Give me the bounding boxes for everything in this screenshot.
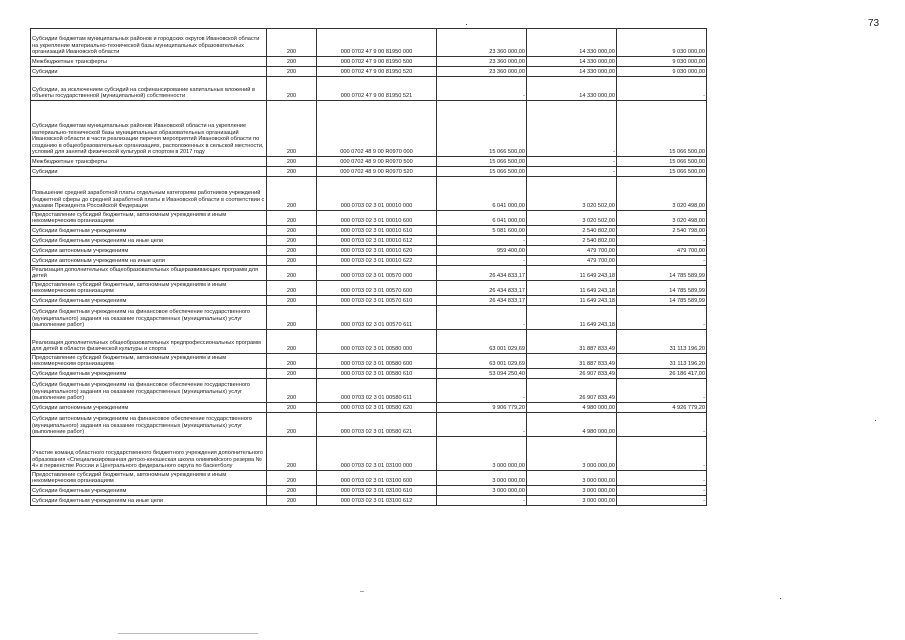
row-budget-code: 000 0703 02 3 01 03100 610	[317, 486, 437, 496]
row-amount-approved: 26 434 833,17	[437, 266, 527, 281]
row-budget-code: 000 0702 48 9 00 R0970 500	[317, 157, 437, 167]
row-amount-executed: 3 000 000,00	[527, 486, 617, 496]
row-name: Субсидии автономным учреждениям на иные цели	[31, 256, 267, 266]
row-budget-code: 000 0703 02 3 01 03100 000	[317, 437, 437, 471]
row-amount-executed: -	[527, 157, 617, 167]
row-amount-executed: 11 649 243,18	[527, 281, 617, 296]
table-row	[31, 379, 707, 403]
row-amount-executed: 11 649 243,18	[527, 306, 617, 330]
row-grbs-code: 200	[267, 486, 317, 496]
row-grbs-code: 200	[267, 177, 317, 211]
row-amount-remaining: 3 020 498,00	[617, 177, 707, 211]
row-grbs-code: 200	[267, 266, 317, 281]
row-grbs-code: 200	[267, 101, 317, 157]
row-grbs-code: 200	[267, 379, 317, 403]
row-grbs-code: 200	[267, 246, 317, 256]
row-amount-executed: 4 980 000,00	[527, 413, 617, 437]
row-budget-code: 000 0702 48 9 00 R0970 520	[317, 167, 437, 177]
row-amount-executed: 14 330 000,00	[527, 77, 617, 101]
row-amount-remaining: 9 030 000,00	[617, 67, 707, 77]
table-row	[31, 369, 707, 379]
page-number: 73	[868, 18, 880, 29]
table-row	[31, 211, 707, 226]
row-grbs-code: 200	[267, 67, 317, 77]
row-amount-remaining: -	[617, 437, 707, 471]
row-amount-executed: 2 540 802,00	[527, 236, 617, 246]
table-row	[31, 281, 707, 296]
row-amount-approved: -	[437, 236, 527, 246]
row-name: Реализация дополнительных общеобразовательных предпрофессиональных программ для детей в области физической культуры и спорта	[31, 330, 267, 354]
row-amount-approved: 6 041 000,00	[437, 211, 527, 226]
row-amount-remaining: -	[617, 77, 707, 101]
row-amount-remaining: 31 113 196,20	[617, 354, 707, 369]
row-name: Субсидии бюджетным учреждениям	[31, 486, 267, 496]
row-name: Субсидии бюджетным учреждениям на иные цели	[31, 236, 267, 246]
row-amount-approved: 63 001 029,69	[437, 330, 527, 354]
row-grbs-code: 200	[267, 236, 317, 246]
row-grbs-code: 200	[267, 403, 317, 413]
row-budget-code: 000 0702 48 9 00 R0970 000	[317, 101, 437, 157]
row-grbs-code: 200	[267, 256, 317, 266]
row-amount-approved: 5 081 600,00	[437, 226, 527, 236]
row-grbs-code: 200	[267, 330, 317, 354]
row-amount-remaining: 15 066 500,00	[617, 101, 707, 157]
row-amount-executed: 479 700,00	[527, 246, 617, 256]
table-body	[31, 29, 707, 506]
row-amount-executed: 11 649 243,18	[527, 266, 617, 281]
row-name: Межбюджетные трансферты	[31, 157, 267, 167]
row-budget-code: 000 0703 02 3 01 00570 611	[317, 306, 437, 330]
row-grbs-code: 200	[267, 306, 317, 330]
row-amount-remaining: 9 030 000,00	[617, 57, 707, 67]
row-budget-code: 000 0703 02 3 01 00580 610	[317, 369, 437, 379]
row-amount-remaining: 9 030 000,00	[617, 29, 707, 57]
row-budget-code: 000 0703 02 3 01 00570 610	[317, 296, 437, 306]
row-amount-remaining: -	[617, 413, 707, 437]
row-name: Субсидии автономным учреждениям на финансовое обеспечение государственного (муниципального) задания на оказание государственных (муниципальных) услуг (выполнение работ)	[31, 413, 267, 437]
row-grbs-code: 200	[267, 167, 317, 177]
table-row	[31, 57, 707, 67]
scan-speck	[466, 24, 467, 25]
row-name: Субсидии бюджетам муниципальных районов Ивановской области на укрепление материально-технической базы муниципальных образовательных организаций Ивановской области в части реализации перечня мероприятий Ивановской области по созданию в общеобразовательных организациях, расположенных в сельской местности, условий для занятий физической культурой и спортом в 2017 году	[31, 101, 267, 157]
row-amount-remaining: 2 540 798,00	[617, 226, 707, 236]
row-budget-code: 000 0702 47 9 00 81950 520	[317, 67, 437, 77]
row-amount-approved: 3 000 000,00	[437, 471, 527, 486]
row-budget-code: 000 0703 02 3 01 00010 622	[317, 256, 437, 266]
table-row	[31, 354, 707, 369]
row-amount-approved: 23 360 000,00	[437, 29, 527, 57]
row-name: Предоставление субсидий бюджетным, автономным учреждениям и иным некоммерческим организациям	[31, 354, 267, 369]
row-amount-approved: -	[437, 496, 527, 506]
row-amount-approved: 9 906 779,20	[437, 403, 527, 413]
row-budget-code: 000 0702 47 9 00 81950 500	[317, 57, 437, 67]
table-row	[31, 77, 707, 101]
row-amount-approved: 53 094 250,40	[437, 369, 527, 379]
row-name: Предоставление субсидий бюджетным, автономным учреждениям и иным некоммерческим организациям	[31, 281, 267, 296]
row-amount-remaining: 15 066 500,00	[617, 157, 707, 167]
row-name: Субсидии бюджетным учреждениям	[31, 296, 267, 306]
table-row	[31, 246, 707, 256]
row-amount-approved: -	[437, 379, 527, 403]
row-amount-approved: -	[437, 256, 527, 266]
row-amount-executed: 26 907 833,49	[527, 369, 617, 379]
row-budget-code: 000 0703 02 3 01 00010 000	[317, 177, 437, 211]
row-amount-remaining: -	[617, 236, 707, 246]
row-amount-executed: 3 020 502,00	[527, 177, 617, 211]
row-amount-approved: 15 066 500,00	[437, 101, 527, 157]
row-amount-executed: 4 980 000,00	[527, 403, 617, 413]
bottom-rule	[118, 633, 258, 634]
row-name: Участие команд областного государственного бюджетного учреждения дополнительного образования «Специализированная детско-юношеская школа олимпийского резерва № 4» в первенстве России и Центрального федерального округа по баскетболу	[31, 437, 267, 471]
row-amount-executed: 2 540 802,00	[527, 226, 617, 236]
table-row	[31, 496, 707, 506]
row-budget-code: 000 0703 02 3 01 00580 620	[317, 403, 437, 413]
row-name: Реализация дополнительных общеобразовательных общеразвивающих программ для детей	[31, 266, 267, 281]
row-amount-approved: -	[437, 413, 527, 437]
row-grbs-code: 200	[267, 281, 317, 296]
row-amount-executed: 26 907 833,49	[527, 379, 617, 403]
row-amount-approved: 15 066 500,00	[437, 157, 527, 167]
table-row	[31, 177, 707, 211]
row-name: Субсидии бюджетным учреждениям	[31, 369, 267, 379]
table-row	[31, 29, 707, 57]
row-name: Повышение средней заработной платы отдельным категориям работников учреждений бюджетной сферы до средней заработной платы в Ивановской области в соответствии с указами Президента Российской Федерации	[31, 177, 267, 211]
scan-speck	[875, 420, 876, 421]
row-budget-code: 000 0703 02 3 01 00010 610	[317, 226, 437, 236]
row-grbs-code: 200	[267, 471, 317, 486]
row-amount-remaining: 14 785 589,99	[617, 266, 707, 281]
table-row	[31, 236, 707, 246]
row-grbs-code: 200	[267, 211, 317, 226]
row-budget-code: 000 0703 02 3 01 00580 611	[317, 379, 437, 403]
row-amount-remaining: -	[617, 379, 707, 403]
row-amount-approved: 15 066 500,00	[437, 167, 527, 177]
row-amount-remaining: 14 785 589,99	[617, 281, 707, 296]
row-name: Субсидии бюджетным учреждениям	[31, 226, 267, 236]
table-row	[31, 226, 707, 236]
row-amount-approved: 6 041 000,00	[437, 177, 527, 211]
row-amount-remaining: -	[617, 256, 707, 266]
budget-table	[30, 28, 707, 506]
row-grbs-code: 200	[267, 296, 317, 306]
row-name: Субсидии, за исключением субсидий на софинансирование капитальных вложений в объекты государственной (муниципальной) собственности	[31, 77, 267, 101]
row-grbs-code: 200	[267, 354, 317, 369]
bottom-mark: –	[360, 588, 364, 595]
row-budget-code: 000 0703 02 3 01 03100 612	[317, 496, 437, 506]
row-amount-executed: 3 000 000,00	[527, 471, 617, 486]
row-amount-executed: -	[527, 101, 617, 157]
row-amount-approved: 26 434 833,17	[437, 296, 527, 306]
row-budget-code: 000 0703 02 3 01 00010 600	[317, 211, 437, 226]
row-amount-approved: 26 434 833,17	[437, 281, 527, 296]
row-amount-remaining: -	[617, 496, 707, 506]
row-amount-executed: 479 700,00	[527, 256, 617, 266]
row-grbs-code: 200	[267, 437, 317, 471]
row-amount-remaining: -	[617, 486, 707, 496]
row-budget-code: 000 0703 02 3 01 00010 612	[317, 236, 437, 246]
row-name: Субсидии бюджетным учреждениям на финансовое обеспечение государственного (муниципального) задания на оказание государственных (муниципальных) услуг (выполнение работ)	[31, 306, 267, 330]
table-row	[31, 101, 707, 157]
row-budget-code: 000 0703 02 3 01 00570 000	[317, 266, 437, 281]
row-budget-code: 000 0702 47 9 00 81950 000	[317, 29, 437, 57]
row-budget-code: 000 0702 47 9 00 81950 521	[317, 77, 437, 101]
row-amount-executed: 3 000 000,00	[527, 496, 617, 506]
row-grbs-code: 200	[267, 413, 317, 437]
table-row	[31, 437, 707, 471]
table-row	[31, 256, 707, 266]
row-amount-approved: 23 360 000,00	[437, 67, 527, 77]
row-budget-code: 000 0703 02 3 01 00580 000	[317, 330, 437, 354]
row-amount-remaining: 3 020 498,00	[617, 211, 707, 226]
row-budget-code: 000 0703 02 3 01 03100 600	[317, 471, 437, 486]
row-name: Субсидии бюджетам муниципальных районов и городских округов Ивановской области на укрепление материально-технической базы муниципальных образовательных организаций Ивановской области	[31, 29, 267, 57]
row-amount-executed: 11 649 243,18	[527, 296, 617, 306]
row-budget-code: 000 0703 02 3 01 00580 621	[317, 413, 437, 437]
row-name: Предоставление субсидий бюджетным, автономным учреждениям и иным некоммерческим организациям	[31, 211, 267, 226]
row-grbs-code: 200	[267, 226, 317, 236]
row-budget-code: 000 0703 02 3 01 00010 620	[317, 246, 437, 256]
row-amount-remaining: 14 785 589,99	[617, 296, 707, 306]
row-amount-remaining: 4 926 779,20	[617, 403, 707, 413]
table-row	[31, 67, 707, 77]
table-row	[31, 413, 707, 437]
row-amount-remaining: 26 186 417,00	[617, 369, 707, 379]
row-amount-remaining: -	[617, 306, 707, 330]
row-amount-executed: 31 887 833,49	[527, 330, 617, 354]
row-name: Предоставление субсидий бюджетным, автономным учреждениям и иным некоммерческим организациям	[31, 471, 267, 486]
table-row	[31, 296, 707, 306]
row-name: Субсидии бюджетным учреждениям на иные цели	[31, 496, 267, 506]
table-row	[31, 330, 707, 354]
row-grbs-code: 200	[267, 369, 317, 379]
row-amount-executed: 14 330 000,00	[527, 29, 617, 57]
table-row	[31, 486, 707, 496]
table-row	[31, 167, 707, 177]
row-amount-executed: 31 887 833,49	[527, 354, 617, 369]
row-amount-executed: -	[527, 167, 617, 177]
row-budget-code: 000 0703 02 3 01 00570 600	[317, 281, 437, 296]
row-amount-remaining: -	[617, 471, 707, 486]
row-amount-approved: 959 400,00	[437, 246, 527, 256]
table-row	[31, 157, 707, 167]
row-grbs-code: 200	[267, 77, 317, 101]
row-budget-code: 000 0703 02 3 01 00580 600	[317, 354, 437, 369]
row-amount-remaining: 15 066 500,00	[617, 167, 707, 177]
table-row	[31, 266, 707, 281]
row-name: Субсидии бюджетным учреждениям на финансовое обеспечение государственного (муниципального) задания на оказание государственных (муниципальных) услуг (выполнение работ)	[31, 379, 267, 403]
row-name: Субсидии	[31, 167, 267, 177]
row-name: Субсидии автономным учреждениям	[31, 246, 267, 256]
scan-speck	[780, 598, 781, 599]
row-amount-approved: -	[437, 77, 527, 101]
row-amount-approved: 23 360 000,00	[437, 57, 527, 67]
row-name: Межбюджетные трансферты	[31, 57, 267, 67]
row-amount-remaining: 31 113 196,20	[617, 330, 707, 354]
table-row	[31, 306, 707, 330]
row-grbs-code: 200	[267, 157, 317, 167]
row-amount-approved: 63 001 029,69	[437, 354, 527, 369]
row-name: Субсидии автономным учреждениям	[31, 403, 267, 413]
row-amount-approved: 3 000 000,00	[437, 437, 527, 471]
row-grbs-code: 200	[267, 57, 317, 67]
table-row	[31, 471, 707, 486]
row-amount-approved: -	[437, 306, 527, 330]
row-amount-remaining: 479 700,00	[617, 246, 707, 256]
row-amount-executed: 14 330 000,00	[527, 67, 617, 77]
row-grbs-code: 200	[267, 496, 317, 506]
row-amount-approved: 3 000 000,00	[437, 486, 527, 496]
table-row	[31, 403, 707, 413]
row-amount-executed: 3 020 502,00	[527, 211, 617, 226]
row-name: Субсидии	[31, 67, 267, 77]
row-amount-executed: 3 000 000,00	[527, 437, 617, 471]
row-amount-executed: 14 330 000,00	[527, 57, 617, 67]
row-grbs-code: 200	[267, 29, 317, 57]
